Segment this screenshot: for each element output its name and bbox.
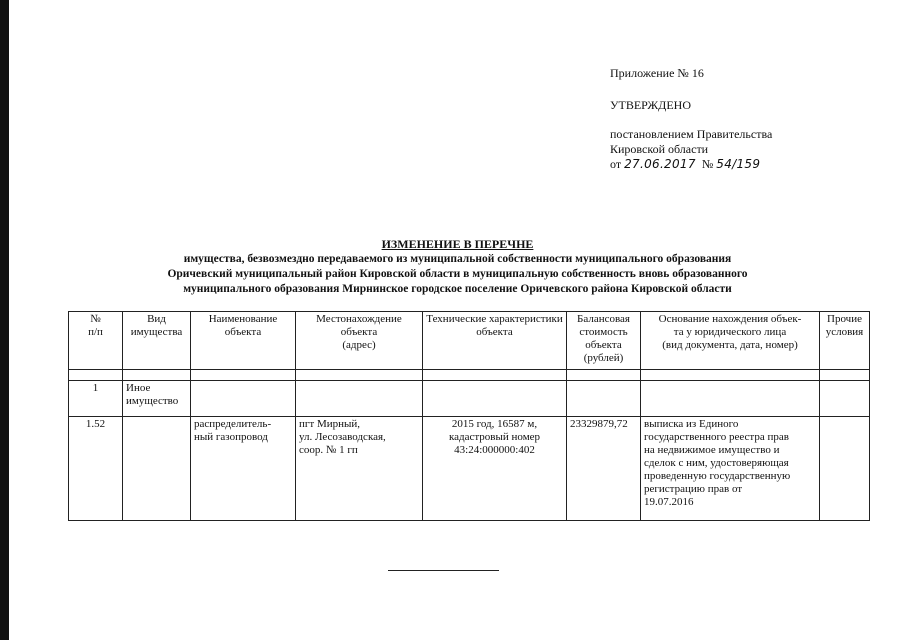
decree-number: 54/159 xyxy=(716,157,761,171)
property-table xyxy=(68,311,870,521)
decree-number-label: № xyxy=(701,157,714,171)
table-header-row xyxy=(69,312,870,370)
header-name: Наименование объекта xyxy=(191,312,296,370)
header-num: № п/п xyxy=(69,312,123,370)
header-type: Вид имущества xyxy=(123,312,191,370)
item-balance: 23329879,72 xyxy=(567,417,641,521)
group-num: 1 xyxy=(69,381,123,417)
appendix-label: Приложение № 16 xyxy=(610,66,704,80)
header-balance: Балансовая стоимость объекта (рублей) xyxy=(567,312,641,370)
approved-label: УТВЕРЖДЕНО xyxy=(610,98,692,112)
decree-line-2: Кировской области xyxy=(610,142,709,156)
item-tech: 2015 год, 16587 м, кадастровый номер 43:24:000000:402 xyxy=(423,417,567,521)
header-tech: Технические характеристики объекта xyxy=(423,312,567,370)
page-title: ИЗМЕНЕНИЕ В ПЕРЕЧНЕ xyxy=(381,237,534,251)
item-name: распределитель- ный газопровод xyxy=(191,417,296,521)
closing-rule xyxy=(388,570,499,571)
group-type: Иное имущество xyxy=(123,381,191,417)
decree-date: 27.06.2017 xyxy=(624,157,696,171)
approval-header xyxy=(610,66,890,172)
header-other: Прочие условия xyxy=(820,312,870,370)
table-row-item xyxy=(69,417,870,521)
spacer-row xyxy=(69,370,870,381)
decree-prefix: от xyxy=(610,157,622,171)
item-location: пгт Мирный, ул. Лесозаводская, соор. № 1 гп xyxy=(296,417,423,521)
title-line-3: муниципального образования Мирнинское городское поселение Оричевского района Кировской области xyxy=(183,283,732,295)
item-num: 1.52 xyxy=(69,417,123,521)
document-title xyxy=(60,237,855,297)
decree-line-1: постановлением Правительства xyxy=(610,127,773,141)
decree-date-line xyxy=(610,157,890,172)
header-location: Местонахождение объекта (адрес) xyxy=(296,312,423,370)
item-other xyxy=(820,417,870,521)
table-row-group xyxy=(69,381,870,417)
item-basis: выписка из Единого государственного реестра прав на недвижимое имущество и сделок с ним, удостоверяющая проведенную государственную регистрацию прав от 19.07.2016 xyxy=(641,417,820,521)
scan-edge-bar xyxy=(0,0,9,640)
header-basis: Основание нахождения объек- та у юридического лица (вид документа, дата, номер) xyxy=(641,312,820,370)
item-type xyxy=(123,417,191,521)
title-line-2: Оричевский муниципальный район Кировской области в муниципальную собственность вновь образованного xyxy=(167,268,748,280)
title-line-1: имущества, безвозмездно передаваемого из муниципальной собственности муниципального образования xyxy=(183,253,732,265)
